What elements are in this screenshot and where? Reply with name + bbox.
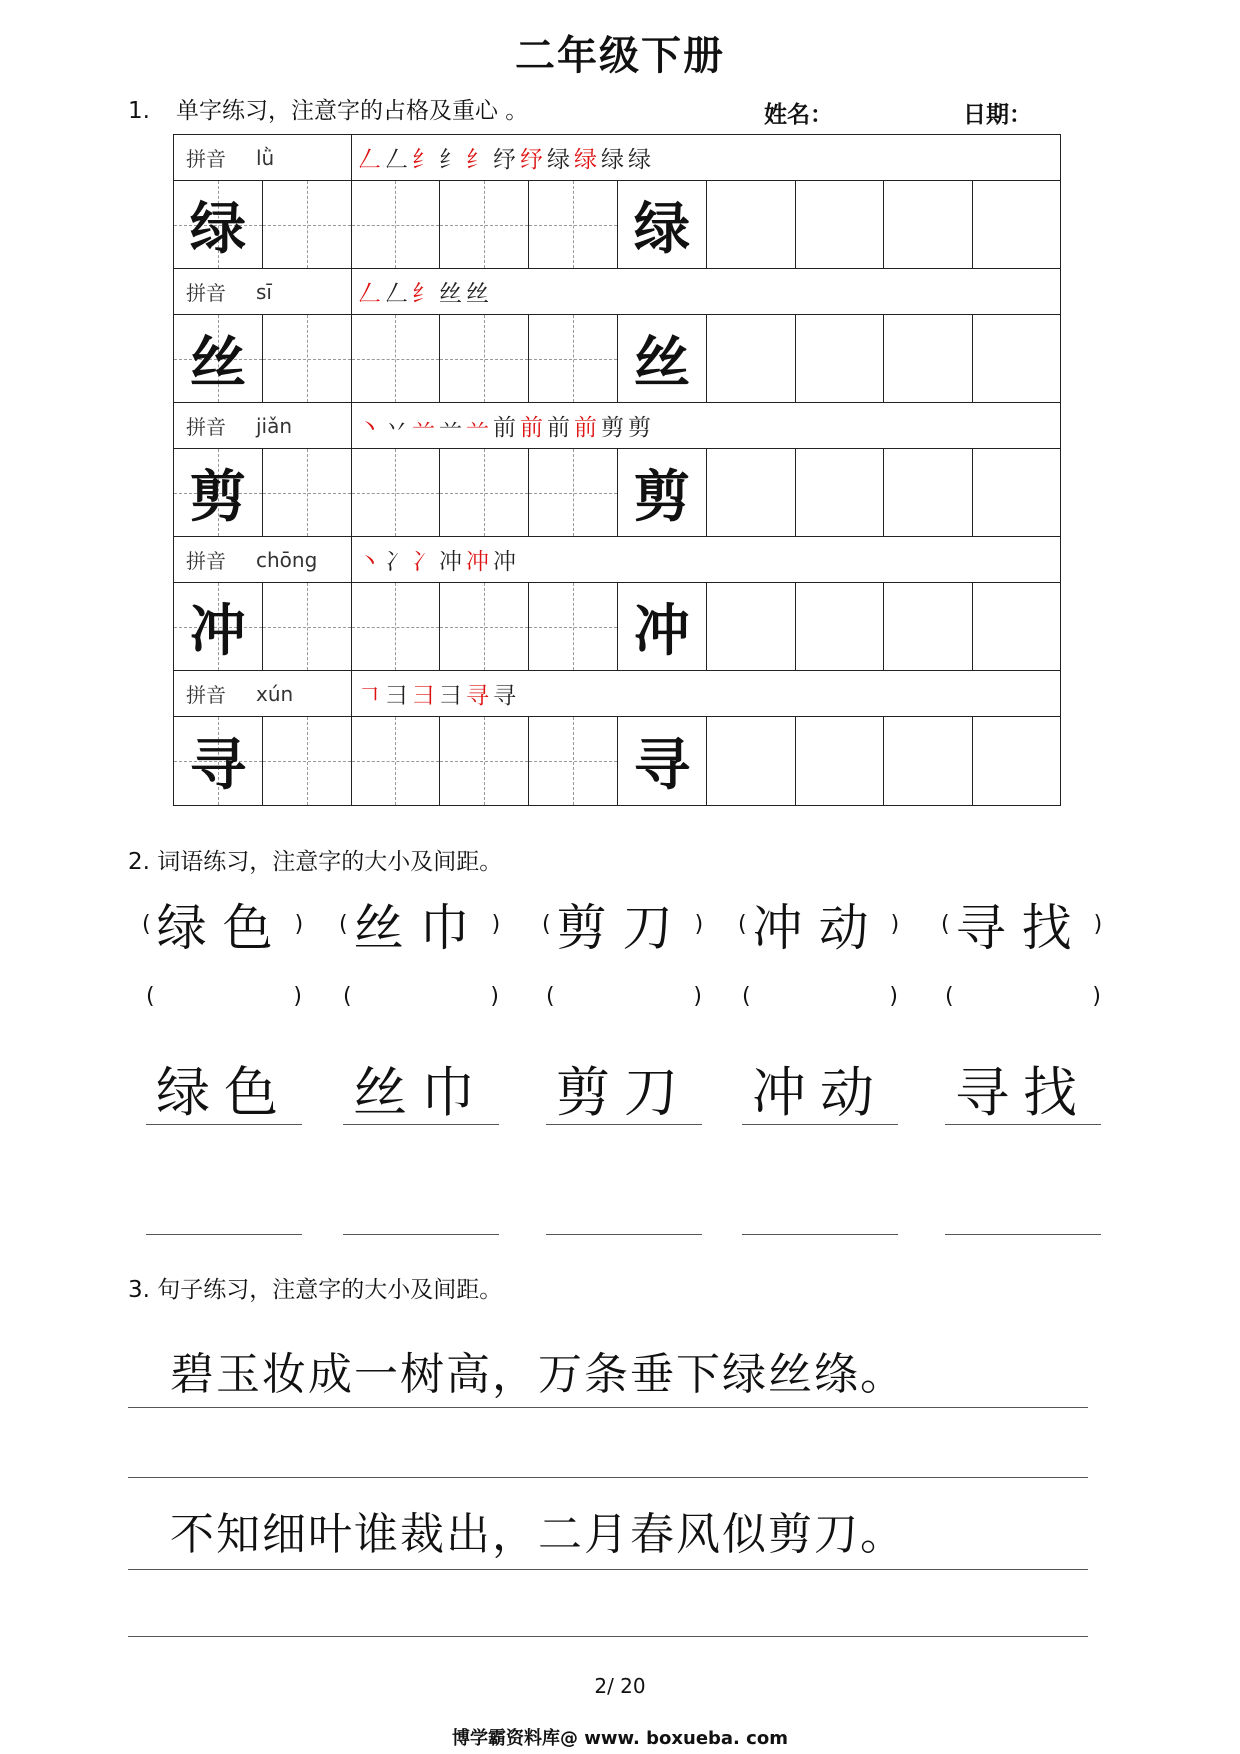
stroke-step: 丷 xyxy=(385,415,408,441)
writing-cell[interactable] xyxy=(796,315,885,402)
paren-close: ) xyxy=(694,911,704,937)
writing-cell xyxy=(174,449,263,536)
writing-cell[interactable] xyxy=(263,717,352,805)
stroke-step: 纟 xyxy=(412,147,435,173)
stroke-step: 前 xyxy=(493,415,516,441)
stroke-step: 纾 xyxy=(520,147,543,173)
stroke-order xyxy=(352,537,1060,582)
paren-open: ( xyxy=(146,984,155,1009)
stroke-step: ⺕ xyxy=(385,683,408,709)
stroke-order xyxy=(352,135,1060,180)
stroke-step: 纾 xyxy=(493,147,516,173)
section-1-number: 1. xyxy=(128,98,150,124)
sentence-line-1: 碧玉妆成一树高，万条垂下绿丝绦。 xyxy=(128,1338,1088,1408)
page-title: 二年级下册 xyxy=(515,33,725,79)
writing-cell[interactable] xyxy=(529,583,618,670)
stroke-step: 丶 xyxy=(358,415,381,441)
word-with-pinyin-box xyxy=(142,888,303,960)
word-blank-line[interactable] xyxy=(146,1234,302,1235)
writing-cell[interactable] xyxy=(352,315,441,402)
writing-cell[interactable] xyxy=(796,449,885,536)
writing-cell xyxy=(618,717,707,805)
paren-close: ) xyxy=(293,984,302,1009)
writing-cell[interactable] xyxy=(707,449,796,536)
stroke-step: 𠃋 xyxy=(385,147,408,173)
model-character: 剪 xyxy=(633,463,690,530)
paren-open: ( xyxy=(941,911,950,937)
writing-cell[interactable] xyxy=(973,717,1062,805)
pinyin-answer-blank[interactable] xyxy=(343,984,499,1009)
writing-cell[interactable] xyxy=(884,315,973,402)
stroke-step: 䒑 xyxy=(412,415,435,441)
paren-open: ( xyxy=(142,911,151,937)
writing-cell xyxy=(618,449,707,536)
writing-cell[interactable] xyxy=(884,583,973,670)
pinyin-text: jiǎn xyxy=(256,413,293,438)
stroke-step: 𠃋 xyxy=(385,281,408,307)
pinyin-row xyxy=(174,671,1060,717)
pinyin-answer-blank[interactable] xyxy=(945,984,1101,1009)
pinyin-label-cell xyxy=(174,403,352,448)
stroke-order xyxy=(352,403,1060,448)
model-character: 丝 xyxy=(189,329,246,396)
model-character: 丝 xyxy=(633,329,690,396)
model-character: 剪 xyxy=(189,463,246,530)
model-character: 绿 xyxy=(633,195,690,262)
stroke-step: 丝 xyxy=(439,281,462,307)
name-label: 姓名： xyxy=(764,102,833,128)
writing-row xyxy=(174,717,1060,805)
writing-cell[interactable] xyxy=(263,181,352,268)
footer-watermark: 博学霸资料库@ www. boxueba. com xyxy=(452,1728,788,1749)
stroke-step: 剪 xyxy=(628,415,651,441)
writing-row xyxy=(174,315,1060,403)
stroke-step: 前 xyxy=(574,415,597,441)
stroke-order xyxy=(352,671,1060,716)
stroke-step: 冫 xyxy=(412,549,435,575)
writing-cell[interactable] xyxy=(973,181,1062,268)
writing-cell xyxy=(618,583,707,670)
word-with-pinyin-box xyxy=(339,888,500,960)
stroke-step: 彐 xyxy=(412,683,435,709)
pinyin-row xyxy=(174,269,1060,315)
section-2-heading: 2. 词语练习，注意字的大小及间距。 xyxy=(128,849,503,875)
date-label: 日期： xyxy=(963,102,1032,128)
writing-cell[interactable] xyxy=(796,583,885,670)
model-character: 寻 xyxy=(633,732,690,798)
pinyin-label-cell xyxy=(174,537,352,582)
writing-cell[interactable] xyxy=(263,315,352,402)
blank-writing-line-1[interactable] xyxy=(128,1477,1088,1478)
pinyin-label-cell xyxy=(174,269,352,314)
paren-open: ( xyxy=(542,911,551,937)
pinyin-answer-blank[interactable] xyxy=(546,984,702,1009)
pinyin-row xyxy=(174,403,1060,449)
word-model: 冲动 xyxy=(752,899,885,957)
pinyin-row xyxy=(174,537,1060,583)
pinyin-label: 拼音 xyxy=(186,281,226,305)
writing-cell[interactable] xyxy=(884,717,973,805)
writing-cell[interactable] xyxy=(352,181,441,268)
stroke-step: 剪 xyxy=(601,415,624,441)
pinyin-answer-blank[interactable] xyxy=(146,984,302,1009)
stroke-step: 绿 xyxy=(601,147,624,173)
stroke-step: 绿 xyxy=(547,147,570,173)
writing-cell[interactable] xyxy=(707,315,796,402)
writing-cell[interactable] xyxy=(263,583,352,670)
word-model: 绿色 xyxy=(156,899,289,957)
writing-cell[interactable] xyxy=(884,449,973,536)
writing-cell[interactable] xyxy=(707,181,796,268)
writing-cell xyxy=(174,717,263,805)
page-number: 2/ 20 xyxy=(594,1674,646,1698)
pinyin-text: chōng xyxy=(256,547,318,572)
word-model: 剪刀 xyxy=(556,899,689,957)
writing-cell xyxy=(618,315,707,402)
model-character: 冲 xyxy=(633,597,690,664)
writing-cell[interactable] xyxy=(529,717,618,805)
paren-close: ) xyxy=(294,911,304,937)
pinyin-text: xún xyxy=(256,681,294,706)
writing-row xyxy=(174,181,1060,269)
writing-row xyxy=(174,449,1060,537)
word-model: 丝巾 xyxy=(353,899,486,957)
paren-close: ) xyxy=(490,984,499,1009)
paren-close: ) xyxy=(889,984,898,1009)
stroke-step: 䒑 xyxy=(439,415,462,441)
writing-cell[interactable] xyxy=(263,449,352,536)
pinyin-text: sī xyxy=(256,279,272,304)
word-with-pinyin-box xyxy=(738,888,899,960)
stroke-order xyxy=(352,269,1060,314)
stroke-step: 冲 xyxy=(466,549,489,575)
paren-open: ( xyxy=(738,911,747,937)
model-character: 绿 xyxy=(189,195,246,262)
word-blank-line[interactable] xyxy=(945,1234,1101,1235)
sentence-line-2: 不知细叶谁裁出，二月春风似剪刀。 xyxy=(128,1498,1088,1570)
pinyin-label: 拼音 xyxy=(186,147,226,171)
writing-cell xyxy=(174,315,263,402)
writing-cell[interactable] xyxy=(352,583,441,670)
stroke-step: 纟 xyxy=(466,147,489,173)
word-trace-line: 剪刀 xyxy=(546,1062,702,1125)
writing-cell xyxy=(618,181,707,268)
word-model: 寻找 xyxy=(955,899,1088,957)
stroke-step: 前 xyxy=(520,415,543,441)
stroke-step: 𠃋 xyxy=(358,281,381,307)
paren-close: ) xyxy=(890,911,900,937)
blank-writing-line-2[interactable] xyxy=(128,1636,1088,1637)
section-1-heading xyxy=(128,92,528,125)
stroke-step: 𠃋 xyxy=(358,147,381,173)
writing-cell[interactable] xyxy=(352,717,441,805)
writing-cell[interactable] xyxy=(973,583,1062,670)
writing-cell[interactable] xyxy=(529,315,618,402)
paren-open: ( xyxy=(339,911,348,937)
paren-open: ( xyxy=(742,984,751,1009)
writing-cell[interactable] xyxy=(707,717,796,805)
writing-cell[interactable] xyxy=(440,181,529,268)
writing-cell[interactable] xyxy=(440,315,529,402)
stroke-step: 冲 xyxy=(439,549,462,575)
section-3-heading: 3. 句子练习，注意字的大小及间距。 xyxy=(128,1277,503,1303)
writing-cell[interactable] xyxy=(796,181,885,268)
pinyin-label-cell xyxy=(174,671,352,716)
stroke-step: 纟 xyxy=(412,281,435,307)
stroke-step: 冲 xyxy=(493,549,516,575)
stroke-step: 寻 xyxy=(466,683,489,709)
stroke-step: 寻 xyxy=(493,683,516,709)
word-with-pinyin-box xyxy=(941,888,1102,960)
stroke-step: 冫 xyxy=(385,549,408,575)
writing-cell xyxy=(174,181,263,268)
section-1-text: 单字练习，注意字的占格及重心 。 xyxy=(175,98,529,124)
word-trace-line: 寻找 xyxy=(945,1062,1101,1125)
writing-cell[interactable] xyxy=(707,583,796,670)
writing-cell[interactable] xyxy=(529,181,618,268)
stroke-step: 丶 xyxy=(358,549,381,575)
stroke-step: 𠃍 xyxy=(358,683,381,709)
paren-open: ( xyxy=(546,984,555,1009)
paren-close: ) xyxy=(1093,911,1103,937)
paren-open: ( xyxy=(945,984,954,1009)
paren-close: ) xyxy=(693,984,702,1009)
writing-cell[interactable] xyxy=(973,449,1062,536)
pinyin-label: 拼音 xyxy=(186,549,226,573)
stroke-step: 䒑 xyxy=(466,415,489,441)
paren-open: ( xyxy=(343,984,352,1009)
pinyin-label: 拼音 xyxy=(186,415,226,439)
model-character: 冲 xyxy=(189,597,246,664)
stroke-step: 彐 xyxy=(439,683,462,709)
word-trace-line: 丝巾 xyxy=(343,1062,499,1125)
pinyin-label-cell xyxy=(174,135,352,180)
writing-cell xyxy=(174,583,263,670)
word-blank-line[interactable] xyxy=(546,1234,702,1235)
pinyin-row xyxy=(174,135,1060,181)
writing-cell[interactable] xyxy=(529,449,618,536)
word-trace-line: 绿色 xyxy=(146,1062,302,1125)
writing-cell[interactable] xyxy=(884,181,973,268)
writing-cell[interactable] xyxy=(796,717,885,805)
writing-cell[interactable] xyxy=(352,449,441,536)
model-character: 寻 xyxy=(189,732,246,798)
writing-cell[interactable] xyxy=(440,583,529,670)
pinyin-text: lǜ xyxy=(256,145,275,170)
word-blank-line[interactable] xyxy=(343,1234,499,1235)
pinyin-label: 拼音 xyxy=(186,683,226,707)
stroke-step: 纟 xyxy=(439,147,462,173)
character-practice-grid xyxy=(173,134,1061,806)
stroke-step: 绿 xyxy=(574,147,597,173)
writing-row xyxy=(174,583,1060,671)
writing-cell[interactable] xyxy=(440,449,529,536)
writing-cell[interactable] xyxy=(973,315,1062,402)
stroke-step: 丝 xyxy=(466,281,489,307)
writing-cell[interactable] xyxy=(440,717,529,805)
paren-close: ) xyxy=(491,911,501,937)
stroke-step: 前 xyxy=(547,415,570,441)
word-blank-line[interactable] xyxy=(742,1234,898,1235)
pinyin-answer-blank[interactable] xyxy=(742,984,898,1009)
stroke-step: 绿 xyxy=(628,147,651,173)
paren-close: ) xyxy=(1092,984,1101,1009)
word-trace-line: 冲动 xyxy=(742,1062,898,1125)
word-with-pinyin-box xyxy=(542,888,703,960)
